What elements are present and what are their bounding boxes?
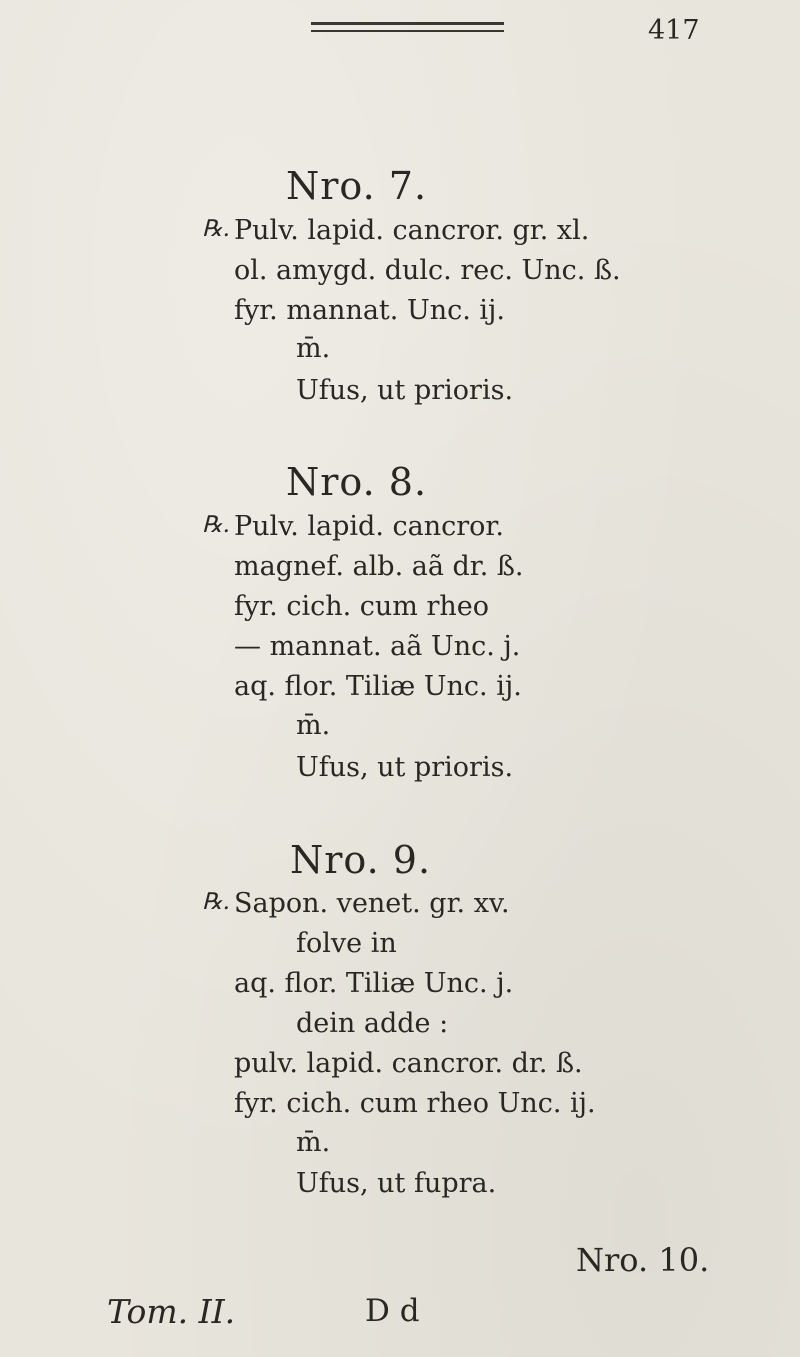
recipe-line: pulv. lapid. cancror. dr. ß. bbox=[234, 1048, 583, 1079]
section-heading: Nro. 7. bbox=[286, 164, 428, 208]
recipe-line: dein adde : bbox=[296, 1008, 449, 1039]
recipe-symbol: ℞. bbox=[202, 512, 230, 538]
usage-line: Ufus, ut prioris. bbox=[296, 752, 514, 783]
page-number: 417 bbox=[648, 15, 700, 46]
misce-mark: m̄. bbox=[296, 333, 331, 364]
header-rule-thin bbox=[311, 30, 504, 32]
recipe-line: fyr. cich. cum rheo bbox=[234, 591, 490, 622]
section-heading: Nro. 8. bbox=[286, 460, 428, 504]
recipe-symbol: ℞. bbox=[202, 889, 230, 915]
recipe-line: folve in bbox=[296, 928, 397, 959]
section-heading: Nro. 9. bbox=[290, 838, 432, 882]
recipe-symbol: ℞. bbox=[202, 216, 230, 242]
usage-line: Ufus, ut fupra. bbox=[296, 1168, 497, 1199]
misce-mark: m̄. bbox=[296, 1127, 331, 1158]
recipe-line: — mannat. aã Unc. j. bbox=[234, 631, 521, 662]
volume-mark: Tom. II. bbox=[107, 1292, 236, 1331]
recipe-line: aq. flor. Tiliæ Unc. j. bbox=[234, 968, 514, 999]
recipe-line: magnef. alb. aã dr. ß. bbox=[234, 551, 524, 582]
recipe-line: ol. amygd. dulc. rec. Unc. ß. bbox=[234, 255, 621, 286]
recipe-line: fyr. mannat. Unc. ij. bbox=[234, 295, 505, 326]
signature-mark: D d bbox=[365, 1293, 420, 1329]
usage-line: Ufus, ut prioris. bbox=[296, 375, 514, 406]
catchword: Nro. 10. bbox=[576, 1241, 710, 1279]
header-rule-thick bbox=[311, 22, 504, 25]
recipe-line: Pulv. lapid. cancror. gr. xl. bbox=[234, 215, 590, 246]
recipe-line: fyr. cich. cum rheo Unc. ij. bbox=[234, 1088, 596, 1119]
misce-mark: m̄. bbox=[296, 710, 331, 741]
recipe-line: Sapon. venet. gr. xv. bbox=[234, 888, 510, 919]
recipe-line: aq. flor. Tiliæ Unc. ij. bbox=[234, 671, 522, 702]
recipe-line: Pulv. lapid. cancror. bbox=[234, 511, 504, 542]
